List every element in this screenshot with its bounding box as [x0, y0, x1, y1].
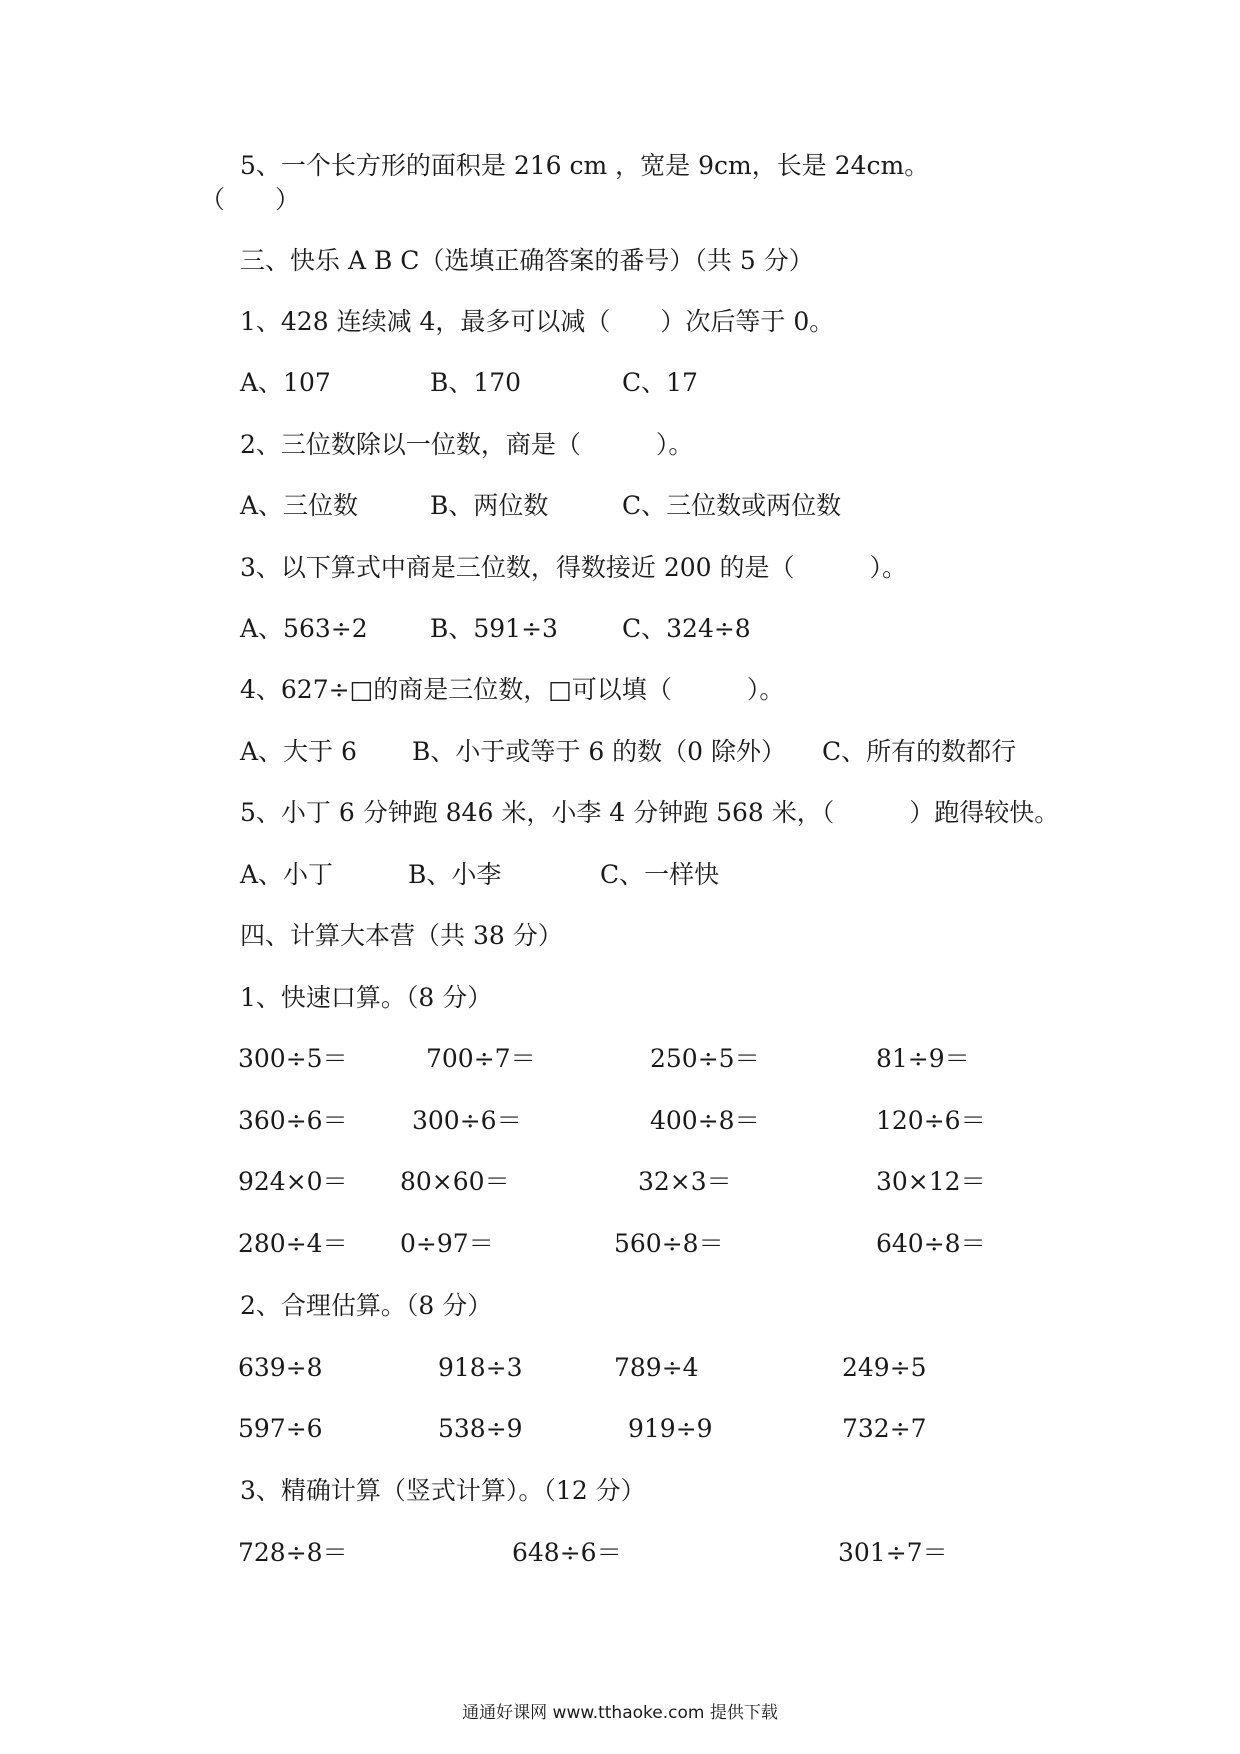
oral-calc-item: 120÷6＝ [876, 1106, 986, 1135]
estimate-item: 249÷5 [842, 1353, 927, 1382]
vertical-calc-item: 301÷7＝ [838, 1538, 948, 1567]
s3-q5-option-a: A、小丁 [240, 860, 334, 889]
oral-calc-item: 280÷4＝ [238, 1229, 348, 1258]
oral-calc-item: 32×3＝ [638, 1167, 732, 1196]
page-footer: 通通好课网 www.tthaoke.com 提供下载 [462, 1703, 778, 1723]
vertical-calc-item: 648÷6＝ [512, 1538, 622, 1567]
estimate-item: 639÷8 [238, 1353, 323, 1382]
oral-calc-item: 250÷5＝ [650, 1044, 760, 1073]
oral-calc-item: 360÷6＝ [238, 1106, 348, 1135]
estimate-item: 918÷3 [438, 1353, 523, 1382]
s3-q1-option-b: B、170 [430, 368, 522, 397]
s3-q5: 5、小丁 6 分钟跑 846 米，小李 4 分钟跑 568 米，（ ）跑得较快。 [240, 798, 1060, 827]
s3-q1-option-c: C、17 [622, 368, 698, 397]
s3-q4-option-c: C、所有的数都行 [822, 737, 1017, 766]
oral-calc-item: 560÷8＝ [614, 1229, 724, 1258]
oral-calc-item: 30×12＝ [876, 1167, 986, 1196]
s3-q4-option-a: A、大于 6 [240, 737, 357, 766]
section4-title: 四、计算大本营（共 38 分） [240, 921, 563, 950]
oral-calc-item: 400÷8＝ [650, 1106, 760, 1135]
s3-q3-option-b: B、591÷3 [430, 614, 558, 643]
estimate-item: 597÷6 [238, 1414, 323, 1443]
s3-q3-option-a: A、563÷2 [240, 614, 368, 643]
vertical-calc-item: 728÷8＝ [238, 1538, 348, 1567]
oral-calc-item: 700÷7＝ [426, 1044, 536, 1073]
s3-q4: 4、627÷□的商是三位数，□可以填（ ）。 [240, 675, 785, 704]
s3-q5-option-b: B、小李 [408, 860, 502, 889]
s3-q5-option-c: C、一样快 [600, 860, 720, 889]
oral-calc-item: 300÷6＝ [412, 1106, 522, 1135]
oral-calc-item: 300÷5＝ [238, 1044, 348, 1073]
estimate-item: 789÷4 [614, 1353, 699, 1382]
s3-q2-option-b: B、两位数 [430, 491, 549, 520]
section3-title: 三、快乐 A B C（选填正确答案的番号）（共 5 分） [240, 246, 814, 275]
estimate-item: 538÷9 [438, 1414, 523, 1443]
s3-q3: 3、以下算式中商是三位数，得数接近 200 的是（ ）。 [240, 553, 908, 582]
judge-q5-text: 5、一个长方形的面积是 216 cm ，宽是 9cm，长是 24cm。 [240, 151, 930, 180]
estimate-item: 732÷7 [842, 1414, 927, 1443]
s3-q2-option-a: A、三位数 [240, 491, 359, 520]
s4-part3-title: 3、精确计算（竖式计算）。（12 分） [240, 1476, 646, 1505]
s3-q2: 2、三位数除以一位数，商是（ ）。 [240, 430, 694, 459]
oral-calc-item: 640÷8＝ [876, 1229, 986, 1258]
oral-calc-item: 80×60＝ [400, 1167, 510, 1196]
s3-q1-option-a: A、107 [240, 368, 331, 397]
oral-calc-item: 0÷97＝ [400, 1229, 494, 1258]
judge-q5-answer-blank: （ ） [200, 185, 301, 214]
s3-q2-option-c: C、三位数或两位数 [622, 491, 842, 520]
estimate-item: 919÷9 [628, 1414, 713, 1443]
s3-q4-option-b: B、小于或等于 6 的数（0 除外） [412, 737, 787, 766]
oral-calc-item: 924×0＝ [238, 1167, 348, 1196]
s3-q1: 1、428 连续减 4，最多可以减（ ）次后等于 0。 [240, 307, 835, 336]
s4-part1-title: 1、快速口算。（8 分） [240, 983, 493, 1012]
s4-part2-title: 2、合理估算。（8 分） [240, 1291, 493, 1320]
oral-calc-item: 81÷9＝ [876, 1044, 970, 1073]
s3-q3-option-c: C、324÷8 [622, 614, 751, 643]
